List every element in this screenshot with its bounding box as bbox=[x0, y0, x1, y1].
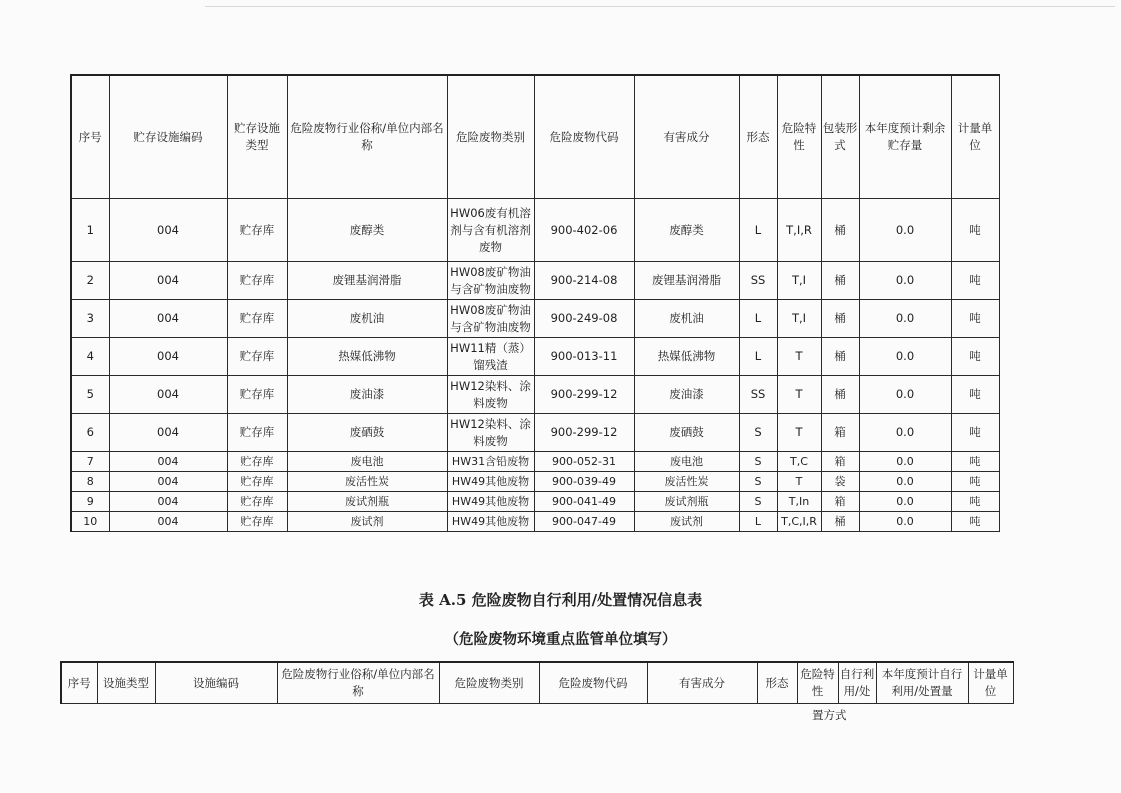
cell-amount: 0.0 bbox=[859, 262, 951, 300]
cell-hazard: 废活性炭 bbox=[634, 472, 739, 492]
cell-hazard: 废机油 bbox=[634, 300, 739, 338]
cell-no: 6 bbox=[71, 414, 109, 452]
cell-code: 004 bbox=[109, 338, 227, 376]
cell-code: 004 bbox=[109, 300, 227, 338]
cell-category: HW49其他废物 bbox=[447, 492, 534, 512]
storage-table bbox=[70, 74, 1000, 532]
cell-name: 废油漆 bbox=[287, 376, 447, 414]
cell-no: 3 bbox=[71, 300, 109, 338]
cell-amount: 0.0 bbox=[859, 376, 951, 414]
cell-property: T,I,R bbox=[777, 199, 821, 262]
cell-code: 004 bbox=[109, 199, 227, 262]
cell-form: S bbox=[739, 492, 777, 512]
cell-name: 废试剂瓶 bbox=[287, 492, 447, 512]
cell-type: 贮存库 bbox=[227, 512, 287, 532]
cell-hazard: 废试剂瓶 bbox=[634, 492, 739, 512]
cell-form: L bbox=[739, 300, 777, 338]
cell-unit: 吨 bbox=[951, 492, 999, 512]
cell-unit: 吨 bbox=[951, 452, 999, 472]
cell-pack: 桶 bbox=[821, 512, 859, 532]
cell-pack: 箱 bbox=[821, 414, 859, 452]
cell-category: HW31含铅废物 bbox=[447, 452, 534, 472]
cell-category: HW11精（蒸）馏残渣 bbox=[447, 338, 534, 376]
cell-amount: 0.0 bbox=[859, 414, 951, 452]
cell-amount: 0.0 bbox=[859, 338, 951, 376]
header-cell: 危险废物行业俗称/单位内部名称 bbox=[277, 662, 439, 704]
cell-hazard: 废电池 bbox=[634, 452, 739, 472]
cell-form: SS bbox=[739, 376, 777, 414]
cell-pack: 桶 bbox=[821, 338, 859, 376]
cell-pack: 袋 bbox=[821, 472, 859, 492]
cell-hazard: 废锂基润滑脂 bbox=[634, 262, 739, 300]
cell-unit: 吨 bbox=[951, 472, 999, 492]
header-cell: 危险废物类别 bbox=[447, 75, 534, 199]
cell-pack: 箱 bbox=[821, 452, 859, 472]
cell-category: HW06废有机溶剂与含有机溶剂废物 bbox=[447, 199, 534, 262]
cell-form: L bbox=[739, 512, 777, 532]
header-cell: 计量单位 bbox=[951, 75, 999, 199]
cell-waste-code: 900-299-12 bbox=[534, 414, 634, 452]
table-row bbox=[71, 512, 999, 532]
header-cell: 有害成分 bbox=[647, 662, 757, 704]
cell-unit: 吨 bbox=[951, 512, 999, 532]
cell-category: HW12染料、涂料废物 bbox=[447, 414, 534, 452]
utilization-table bbox=[60, 661, 1014, 704]
cell-waste-code: 900-249-08 bbox=[534, 300, 634, 338]
cell-amount: 0.0 bbox=[859, 452, 951, 472]
cell-hazard: 废油漆 bbox=[634, 376, 739, 414]
cell-type: 贮存库 bbox=[227, 262, 287, 300]
cell-unit: 吨 bbox=[951, 199, 999, 262]
cell-amount: 0.0 bbox=[859, 300, 951, 338]
header-cell: 贮存设施编码 bbox=[109, 75, 227, 199]
cell-code: 004 bbox=[109, 452, 227, 472]
cell-pack: 桶 bbox=[821, 199, 859, 262]
header-cell: 危险特性 bbox=[777, 75, 821, 199]
cell-hazard: 热媒低沸物 bbox=[634, 338, 739, 376]
cell-form: L bbox=[739, 338, 777, 376]
cell-hazard: 废醇类 bbox=[634, 199, 739, 262]
header-cell: 形态 bbox=[757, 662, 797, 704]
cell-waste-code: 900-402-06 bbox=[534, 199, 634, 262]
header-cell: 计量单位 bbox=[968, 662, 1013, 704]
table-row bbox=[71, 300, 999, 338]
cell-waste-code: 900-041-49 bbox=[534, 492, 634, 512]
header-cell: 本年度预计自行利用/处置量 bbox=[876, 662, 968, 704]
cell-no: 10 bbox=[71, 512, 109, 532]
header-overflow-text: 置方式 bbox=[812, 708, 847, 722]
cell-no: 9 bbox=[71, 492, 109, 512]
cell-property: T,In bbox=[777, 492, 821, 512]
cell-property: T,C bbox=[777, 452, 821, 472]
cell-name: 废机油 bbox=[287, 300, 447, 338]
cell-waste-code: 900-299-12 bbox=[534, 376, 634, 414]
table-header-row bbox=[61, 662, 1013, 704]
header-cell: 序号 bbox=[71, 75, 109, 199]
cell-property: T bbox=[777, 472, 821, 492]
header-cell: 序号 bbox=[61, 662, 97, 704]
cell-type: 贮存库 bbox=[227, 199, 287, 262]
cell-no: 4 bbox=[71, 338, 109, 376]
header-cell: 本年度预计剩余贮存量 bbox=[859, 75, 951, 199]
cell-code: 004 bbox=[109, 414, 227, 452]
cell-unit: 吨 bbox=[951, 338, 999, 376]
table-title: 表 A.5 危险废物自行利用/处置情况信息表 bbox=[418, 591, 703, 609]
cell-amount: 0.0 bbox=[859, 472, 951, 492]
table-row bbox=[71, 376, 999, 414]
cell-category: HW08废矿物油与含矿物油废物 bbox=[447, 262, 534, 300]
table-header-row bbox=[71, 75, 999, 199]
header-cell: 设施编码 bbox=[155, 662, 277, 704]
cell-no: 7 bbox=[71, 452, 109, 472]
cell-code: 004 bbox=[109, 472, 227, 492]
cell-type: 贮存库 bbox=[227, 376, 287, 414]
cell-unit: 吨 bbox=[951, 300, 999, 338]
cell-property: T,C,I,R bbox=[777, 512, 821, 532]
cell-waste-code: 900-214-08 bbox=[534, 262, 634, 300]
cell-amount: 0.0 bbox=[859, 512, 951, 532]
cell-type: 贮存库 bbox=[227, 338, 287, 376]
cell-amount: 0.0 bbox=[859, 199, 951, 262]
cell-category: HW49其他废物 bbox=[447, 472, 534, 492]
cell-name: 废活性炭 bbox=[287, 472, 447, 492]
cell-property: T,I bbox=[777, 262, 821, 300]
cell-name: 废醇类 bbox=[287, 199, 447, 262]
table-row bbox=[71, 262, 999, 300]
cell-pack: 桶 bbox=[821, 262, 859, 300]
table-row bbox=[71, 492, 999, 512]
cell-waste-code: 900-013-11 bbox=[534, 338, 634, 376]
header-cell: 设施类型 bbox=[97, 662, 155, 704]
cell-type: 贮存库 bbox=[227, 492, 287, 512]
cell-form: S bbox=[739, 452, 777, 472]
table-row bbox=[71, 452, 999, 472]
header-cell: 形态 bbox=[739, 75, 777, 199]
cell-form: SS bbox=[739, 262, 777, 300]
cell-name: 废硒鼓 bbox=[287, 414, 447, 452]
cell-name: 热媒低沸物 bbox=[287, 338, 447, 376]
cell-name: 废电池 bbox=[287, 452, 447, 472]
cell-hazard: 废硒鼓 bbox=[634, 414, 739, 452]
cell-waste-code: 900-047-49 bbox=[534, 512, 634, 532]
header-cell: 危险特性 bbox=[797, 662, 838, 704]
scan-top-line bbox=[205, 6, 1115, 7]
cell-pack: 桶 bbox=[821, 376, 859, 414]
header-cell: 有害成分 bbox=[634, 75, 739, 199]
cell-waste-code: 900-039-49 bbox=[534, 472, 634, 492]
cell-type: 贮存库 bbox=[227, 472, 287, 492]
cell-waste-code: 900-052-31 bbox=[534, 452, 634, 472]
cell-type: 贮存库 bbox=[227, 300, 287, 338]
cell-no: 8 bbox=[71, 472, 109, 492]
cell-category: HW49其他废物 bbox=[447, 512, 534, 532]
header-cell: 危险废物类别 bbox=[439, 662, 539, 704]
cell-category: HW12染料、涂料废物 bbox=[447, 376, 534, 414]
cell-no: 1 bbox=[71, 199, 109, 262]
cell-name: 废锂基润滑脂 bbox=[287, 262, 447, 300]
cell-pack: 桶 bbox=[821, 300, 859, 338]
cell-unit: 吨 bbox=[951, 262, 999, 300]
cell-form: S bbox=[739, 414, 777, 452]
cell-unit: 吨 bbox=[951, 414, 999, 452]
cell-name: 废试剂 bbox=[287, 512, 447, 532]
header-cell: 危险废物代码 bbox=[539, 662, 647, 704]
cell-code: 004 bbox=[109, 512, 227, 532]
table-subtitle: （危险废物环境重点监管单位填写） bbox=[444, 631, 677, 648]
header-cell: 危险废物行业俗称/单位内部名称 bbox=[287, 75, 447, 199]
cell-type: 贮存库 bbox=[227, 452, 287, 472]
header-cell: 自行利用/处 bbox=[838, 662, 876, 704]
cell-code: 004 bbox=[109, 262, 227, 300]
header-cell: 贮存设施类型 bbox=[227, 75, 287, 199]
cell-property: T bbox=[777, 414, 821, 452]
table-row bbox=[71, 414, 999, 452]
table-row bbox=[71, 338, 999, 376]
cell-unit: 吨 bbox=[951, 376, 999, 414]
header-cell: 包装形式 bbox=[821, 75, 859, 199]
cell-no: 5 bbox=[71, 376, 109, 414]
header-cell: 危险废物代码 bbox=[534, 75, 634, 199]
cell-code: 004 bbox=[109, 376, 227, 414]
cell-no: 2 bbox=[71, 262, 109, 300]
cell-hazard: 废试剂 bbox=[634, 512, 739, 532]
cell-property: T bbox=[777, 338, 821, 376]
cell-pack: 箱 bbox=[821, 492, 859, 512]
cell-property: T,I bbox=[777, 300, 821, 338]
cell-type: 贮存库 bbox=[227, 414, 287, 452]
cell-code: 004 bbox=[109, 492, 227, 512]
cell-category: HW08废矿物油与含矿物油废物 bbox=[447, 300, 534, 338]
cell-form: L bbox=[739, 199, 777, 262]
cell-form: S bbox=[739, 472, 777, 492]
table-row bbox=[71, 199, 999, 262]
cell-amount: 0.0 bbox=[859, 492, 951, 512]
cell-property: T bbox=[777, 376, 821, 414]
table-row bbox=[71, 472, 999, 492]
